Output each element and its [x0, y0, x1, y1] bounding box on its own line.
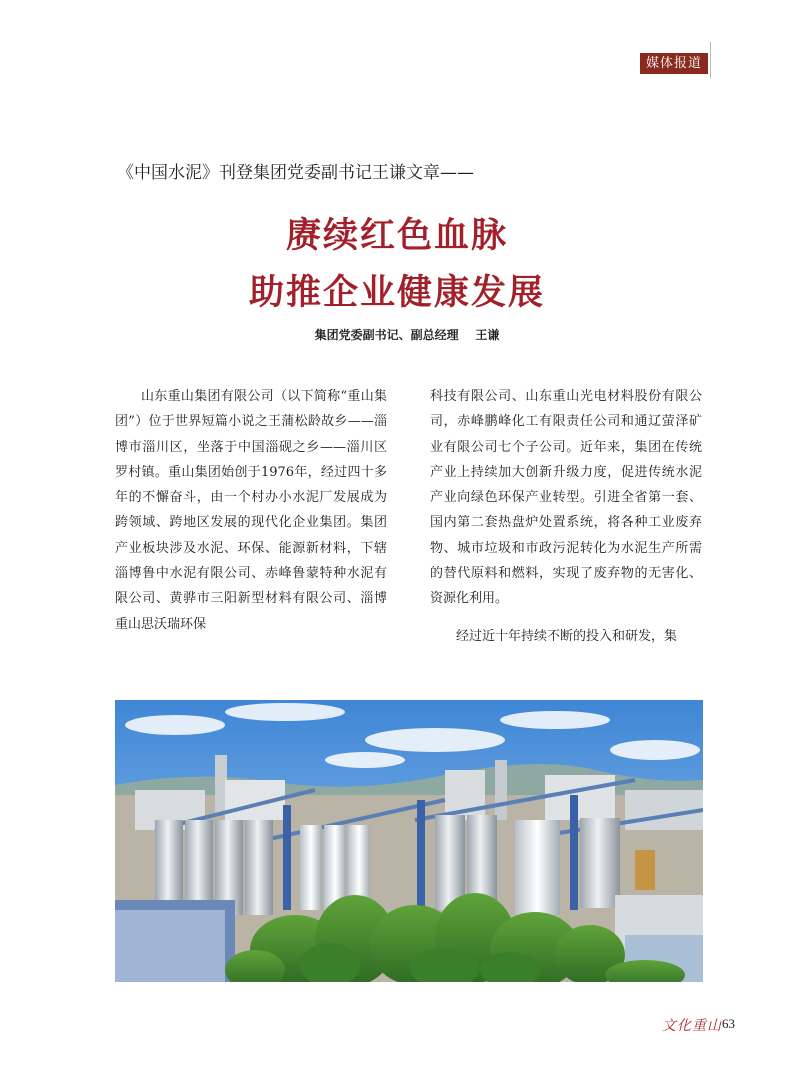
paragraph: 经过近十年持续不断的投入和研发，集 [456, 628, 678, 644]
magazine-logo: 文化重山 [662, 1018, 722, 1034]
body-column-right [430, 384, 702, 649]
author-byline: 集团党委副书记、副总经理 王谦 [314, 328, 500, 342]
paragraph: 科技有限公司、山东重山光电材料股份有限公司，赤峰鹏峰化工有限责任公司和通辽萤泽矿业有限公司七个子公司。近年来，集团在传统产业上持续加大创新升级力度，促进传统水泥产业向绿色环保产业转型。引进全省第一套、国内第二套热盘炉处置系统，将各种工业废弃物、城市垃圾和市政污泥转化为水泥生产所需的替代原料和燃料，实现了废弃物的无害化、资源化利用。 [430, 389, 702, 607]
paragraph: 山东重山集团有限公司（以下简称“重山集团”）位于世界短篇小说之王蒲松龄故乡——淄博市淄川区，坐落于中国淄砚之乡——淄川区罗村镇。重山集团始创于1976年，经过四十多年的不懈奋斗，由一个村办小水泥厂发展成为跨领域、跨地区发展的现代化企业集团。集团产业板块涉及水泥、环保、能源新材料，下辖淄博鲁中水泥有限公司、赤峰鲁蒙特种水泥有限公司、黄骅市三阳新型材料有限公司、淄博重山思沃瑞环保 [115, 389, 387, 632]
page-number: 63 [722, 1016, 735, 1031]
cement-plant-photo [115, 700, 703, 982]
section-divider [710, 42, 711, 78]
article-title-line-1: 赓续红色血脉 [285, 215, 508, 256]
section-tag: 媒体报道 [640, 53, 708, 74]
article-kicker: 《中国水泥》刊登集团党委副书记王谦文章—— [117, 163, 474, 183]
body-column-left [115, 384, 387, 637]
article-title-line-2: 助推企业健康发展 [248, 272, 545, 313]
